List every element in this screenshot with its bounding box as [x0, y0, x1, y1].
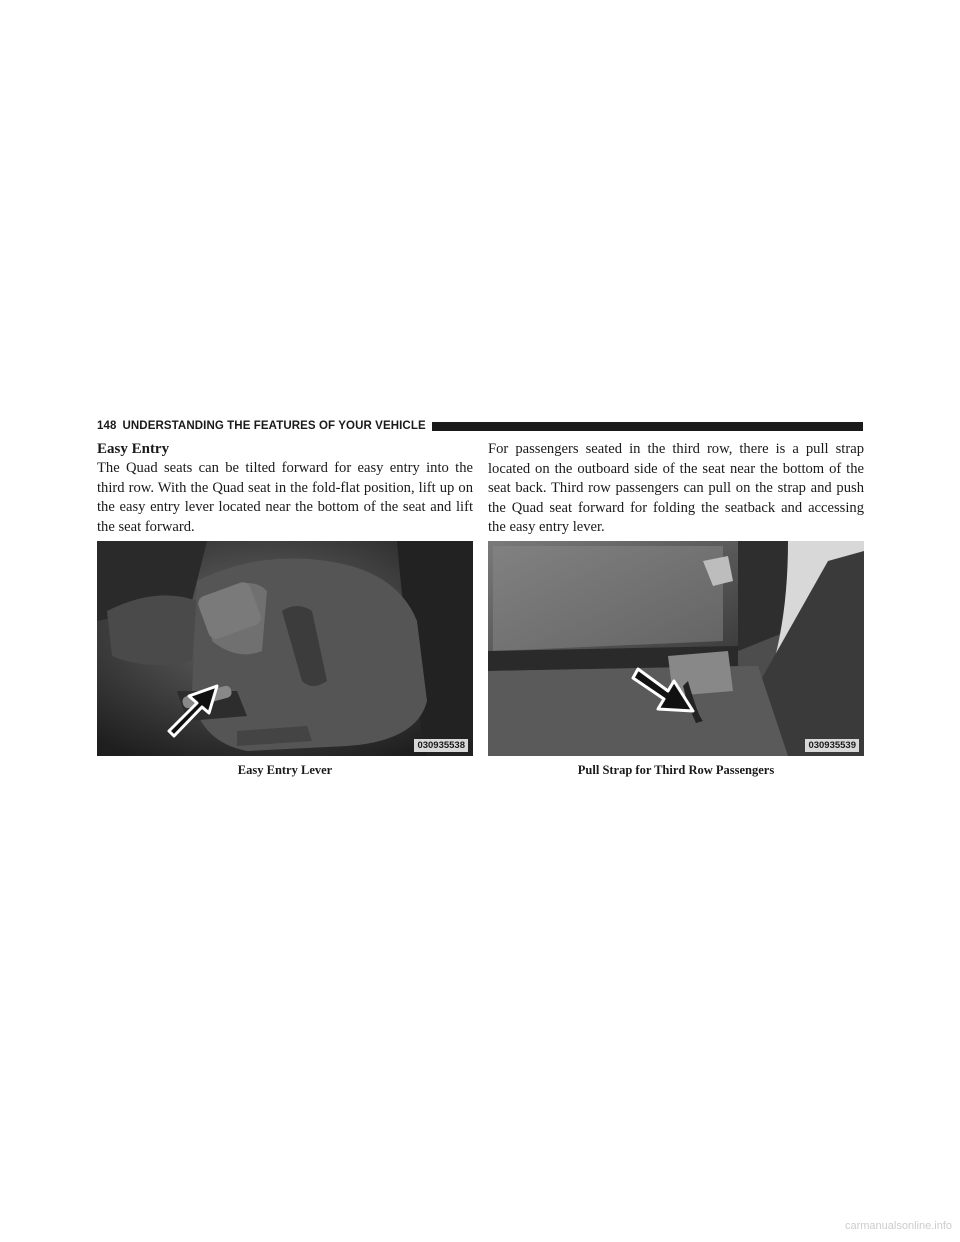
left-column — [97, 440, 473, 537]
watermark-text: carmanualsonline.info — [844, 1220, 952, 1232]
easy-entry-lever-photo — [97, 541, 473, 756]
figure-caption: Easy Entry Lever — [237, 763, 333, 777]
page-header — [97, 418, 863, 434]
pull-strap-photo — [488, 541, 864, 756]
figure-id: 030935539 — [805, 739, 859, 752]
section-title: UNDERSTANDING THE FEATURES OF YOUR VEHICLE — [122, 420, 426, 432]
seat-illustration — [97, 541, 473, 756]
section-heading: Easy Entry — [97, 441, 170, 457]
figure-id: 030935538 — [414, 739, 468, 752]
header-rule — [432, 422, 863, 431]
right-column — [488, 440, 864, 538]
page-number: 148 — [97, 420, 117, 432]
easy-entry-paragraph: The Quad seats can be tilted forward for easy entry into the third row. With the Quad seat in the fold-flat position, lift up on the easy entry lever located near the bottom of the seat and lift the seat forward. — [97, 460, 473, 535]
watermark-footer — [0, 1216, 960, 1234]
figure-caption: Pull Strap for Third Row Passengers — [577, 763, 775, 777]
pull-strap-paragraph: For passengers seated in the third row, there is a pull strap located on the outboard side of the seat near the bottom of the seat back. Third row passengers can pull on the strap and push the Quad seat forward for folding the seatback and accessing the easy entry lever. — [488, 441, 864, 536]
strap-illustration — [488, 541, 864, 756]
